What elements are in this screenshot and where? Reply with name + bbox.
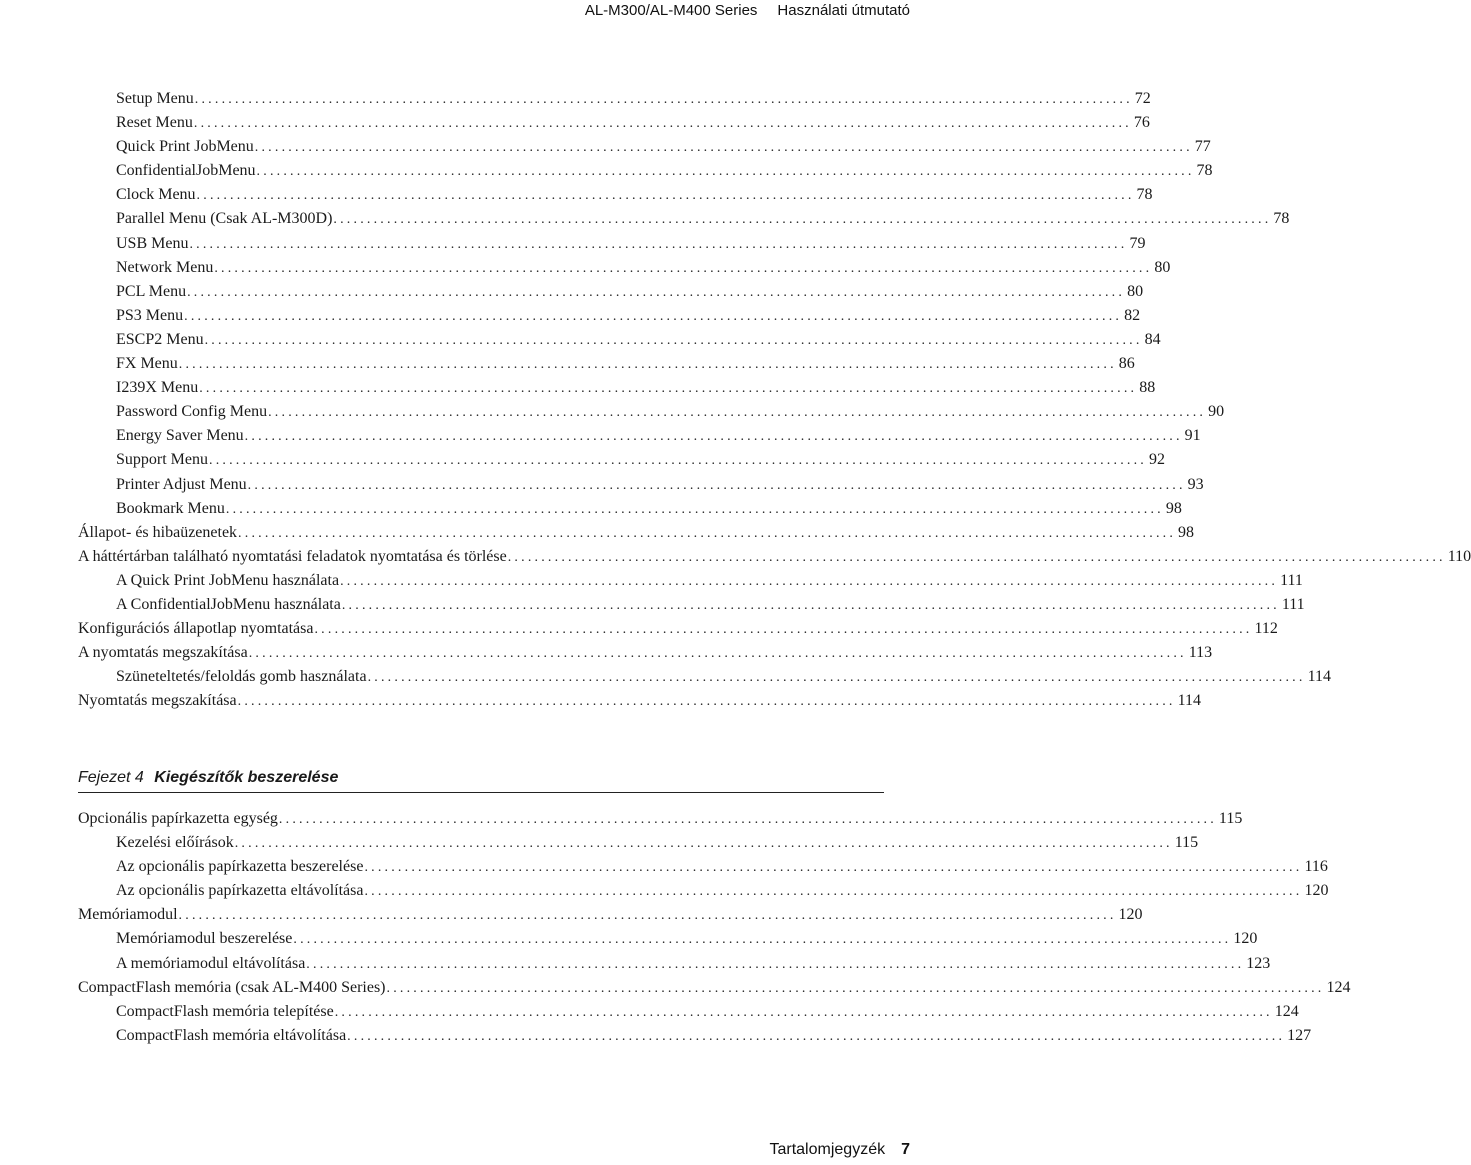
toc-entry-page: 77 [1194,138,1211,156]
toc-entry[interactable] [78,855,1328,879]
toc-entry-title: PS3 Menu [116,306,184,324]
toc-entry-page: 98 [1178,523,1195,541]
toc-leader-dots: ............................................................................................................................................ [248,646,1187,662]
toc-entry[interactable] [78,497,1182,521]
toc-leader-dots: ............................................................................................................................................ [268,405,1207,421]
toc-entry[interactable] [78,569,1303,593]
toc-entry-title: Memóriamodul [78,906,178,924]
toc-entry-page: 79 [1129,234,1146,252]
chapter-heading [78,765,884,793]
toc-entry[interactable] [78,400,1225,424]
toc-entry[interactable] [78,903,1143,927]
toc-entry-page: 120 [1118,906,1143,924]
toc-entry[interactable] [78,304,1141,328]
toc-leader-dots: ............................................................................................................................................ [247,477,1186,493]
toc-entry-page: 127 [1287,1026,1312,1044]
toc-entry-page: 111 [1281,595,1305,613]
toc-leader-dots: ............................................................................................................................................ [254,140,1193,156]
toc-entry[interactable] [78,207,1290,231]
toc-entry-page: 78 [1136,186,1153,204]
toc-entry-title: Nyomtatás megszakítása [78,692,237,710]
toc-entry-title: Konfigurációs állapotlap nyomtatása [78,620,314,638]
toc-leader-dots: ............................................................................................................................................ [184,308,1123,324]
toc-entry-title: Password Config Menu [116,403,268,421]
toc-list [78,87,1471,713]
toc-entry-title: Az opcionális papírkazetta beszerelése [116,858,364,876]
toc-entry-title: CompactFlash memória (csak AL-M400 Series) [78,978,386,996]
toc-entry-title: Opcionális papírkazetta egység [78,810,278,827]
toc-entry-page: 112 [1254,620,1278,638]
toc-leader-dots: ............................................................................................................................................ [386,980,1325,996]
toc-entry-title: A nyomtatás megszakítása [78,644,248,662]
toc-entry-page: 86 [1118,355,1135,373]
toc-entry[interactable] [78,256,1171,280]
toc-leader-dots: ............................................................................................................................................ [306,956,1245,972]
toc-entry-title: Állapot- és hibaüzenetek [78,523,238,541]
toc-entry-title: Parallel Menu (Csak AL-M300D) [116,210,333,228]
toc-entry-title: Support Menu [116,451,208,469]
toc-leader-dots: ............................................................................................................................................ [347,1028,1286,1044]
header-doc-title: Használati útmutató [777,2,910,19]
toc-entry-page: 80 [1154,258,1171,276]
toc-entry-page: 120 [1233,930,1258,948]
toc-entry-page: 90 [1208,403,1225,421]
toc-entry-title: Reset Menu [116,114,193,132]
toc-entry[interactable] [78,376,1156,400]
toc-entry-title: Az opcionális papírkazetta eltávolítása [116,882,364,900]
toc-entry-title: Memóriamodul beszerelése [116,930,293,948]
toc-entry-title: A memóriamodul eltávolítása [116,954,306,972]
toc-entry-page: 114 [1307,668,1331,686]
toc-entry-page: 78 [1273,210,1290,228]
toc-leader-dots: ............................................................................................................................................ [187,284,1126,300]
chapter-label: Fejezet 4 [78,769,144,786]
toc-entry-title: Szüneteltetés/feloldás gomb használata [116,668,367,686]
toc-entry-title: Printer Adjust Menu [116,475,247,493]
toc-entry[interactable] [78,593,1305,617]
toc-entry[interactable] [78,807,1243,831]
toc-entry-page: 80 [1127,282,1144,300]
toc-leader-dots: ............................................................................................................................................ [341,597,1280,613]
toc-entry[interactable] [78,328,1161,352]
toc-entry-page: 115 [1218,810,1243,827]
toc-leader-dots: ............................................................................................................................................ [244,429,1183,445]
toc-leader-dots: ............................................................................................................................................ [209,453,1147,469]
toc-entry[interactable] [78,87,1151,111]
toc-entry[interactable] [78,1000,1299,1024]
toc-entry-page: 116 [1304,858,1328,876]
toc-entry-title: Network Menu [116,258,214,276]
toc-entry-page: 123 [1246,954,1271,972]
toc-entry-title: A háttértárban található nyomtatási feladatok nyomtatása és törlése [78,547,507,565]
toc-entry[interactable] [78,641,1213,665]
toc-entry-title: ESCP2 Menu [116,330,204,348]
toc-entry[interactable] [78,424,1201,448]
toc-entry-page: 115 [1174,834,1199,852]
toc-entry-page: 92 [1149,451,1165,469]
toc-entry-title: A ConfidentialJobMenu használata [116,595,341,613]
toc-entry-title: Setup Menu [116,90,194,107]
toc-entry-page: 113 [1188,644,1213,662]
toc-entry-page: 84 [1144,330,1161,348]
toc-entry-page: 88 [1139,379,1156,397]
toc-entry-title: Energy Saver Menu [116,427,244,445]
toc-entry-title: I239X Menu [116,379,199,397]
toc-entry[interactable] [78,159,1213,183]
page-header [585,0,910,22]
toc-leader-dots: ............................................................................................................................................ [507,549,1446,565]
toc-entry[interactable] [78,232,1146,256]
toc-entry[interactable] [78,135,1211,159]
toc-entry-title: Quick Print JobMenu [116,138,254,156]
toc-entry[interactable] [78,927,1258,951]
toc-entry[interactable] [78,976,1351,1000]
toc-leader-dots: ............................................................................................................................................ [204,332,1143,348]
toc-entry[interactable] [78,521,1195,545]
toc-entry-page: 78 [1196,162,1213,180]
toc-leader-dots: ............................................................................................................................................ [278,812,1217,827]
toc-entry-title: Clock Menu [116,186,196,204]
toc-leader-dots: ............................................................................................................................................ [193,116,1132,132]
toc-entry-page: 72 [1134,90,1151,107]
toc-entry[interactable] [78,183,1153,207]
toc-entry-page: 91 [1184,427,1201,445]
toc-leader-dots: ............................................................................................................................................ [196,188,1135,204]
toc-entry-page: 110 [1447,547,1471,565]
toc-entry-title: USB Menu [116,234,189,252]
toc-leader-dots: ............................................................................................................................................ [367,670,1306,686]
toc-entry-title: Kezelési előírások [116,834,234,852]
toc-entry-page: 114 [1177,692,1202,710]
toc-entry[interactable] [78,280,1144,304]
toc-leader-dots: ............................................................................................................................................ [364,860,1303,876]
toc-leader-dots: ............................................................................................................................................ [199,381,1138,397]
toc-entry[interactable] [78,473,1204,497]
footer-section: Tartalomjegyzék [769,1141,886,1158]
toc-leader-dots: ............................................................................................................................................ [314,622,1253,638]
toc-leader-dots: ............................................................................................................................................ [340,573,1279,589]
toc-entry[interactable] [78,952,1271,976]
page-footer [769,1139,910,1161]
toc-entry-title: Bookmark Menu [116,499,225,517]
toc-leader-dots: ............................................................................................................................................ [189,236,1128,252]
toc-leader-dots: ............................................................................................................................................ [333,212,1272,228]
toc-entry[interactable] [78,545,1471,569]
toc-entry-page: 111 [1280,571,1303,589]
toc-entry-title: ConfidentialJobMenu [116,162,256,180]
toc-entry[interactable] [78,617,1278,641]
toc-entry-page: 76 [1133,114,1150,132]
toc-entry[interactable] [78,111,1150,135]
toc-entry-title: A Quick Print JobMenu használata [116,571,340,589]
toc-leader-dots: ............................................................................................................................................ [364,884,1303,900]
toc-leader-dots: ............................................................................................................................................ [178,357,1117,373]
header-product: AL-M300/AL-M400 Series [584,2,758,19]
toc-leader-dots: ............................................................................................................................................ [238,525,1177,541]
toc-entry-title: CompactFlash memória eltávolítása [116,1026,347,1044]
footer-page-number: 7 [901,1141,910,1158]
toc-entry-title: FX Menu [116,355,178,373]
toc-entry[interactable] [78,448,1165,472]
toc-entry-title: PCL Menu [116,282,187,300]
toc-leader-dots: ............................................................................................................................................ [225,501,1164,517]
toc-leader-dots: ............................................................................................................................................ [334,1004,1273,1020]
toc-entry[interactable] [78,831,1199,855]
toc-entry-page: 98 [1165,499,1182,517]
toc-entry[interactable] [78,1024,1312,1048]
toc-leader-dots: ............................................................................................................................................ [194,92,1133,107]
toc-leader-dots: ............................................................................................................................................ [178,908,1117,924]
toc-leader-dots: ............................................................................................................................................ [256,164,1195,180]
chapter-title: Kiegészítők beszerelése [154,769,339,786]
toc-entry-page: 82 [1124,306,1141,324]
toc-entry[interactable] [78,879,1329,903]
toc-entry[interactable] [78,352,1135,376]
toc-entry-page: 124 [1326,978,1351,996]
toc-entry-page: 93 [1187,475,1204,493]
toc-entry-page: 124 [1274,1002,1299,1020]
toc-leader-dots: ............................................................................................................................................ [293,932,1232,948]
toc-leader-dots: ............................................................................................................................................ [214,260,1153,276]
toc-entry-title: CompactFlash memória telepítése [116,1002,334,1020]
toc-entry[interactable] [78,689,1202,713]
toc-leader-dots: ............................................................................................................................................ [237,694,1176,710]
toc-entry-page: 120 [1304,882,1329,900]
toc-leader-dots: ............................................................................................................................................ [234,836,1173,852]
toc-entry[interactable] [78,665,1331,689]
toc-list [78,807,1351,1048]
